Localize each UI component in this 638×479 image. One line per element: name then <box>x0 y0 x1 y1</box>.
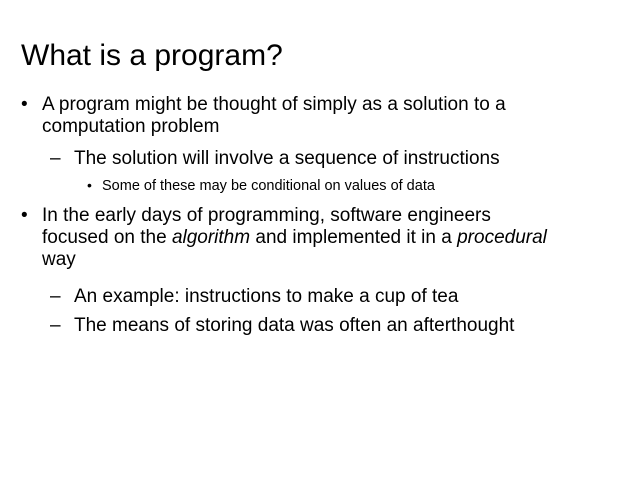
bullet-item <box>21 205 547 271</box>
bullet-text <box>42 227 547 249</box>
sub-bullet-text: The means of storing data was often an afterthought <box>74 315 515 336</box>
dash-marker: – <box>50 148 61 169</box>
sub-sub-bullet-item <box>87 177 435 195</box>
bullet-text: In the early days of programming, software engineers <box>42 205 491 226</box>
bullet-text: computation problem <box>42 116 220 137</box>
slide-title: What is a program? <box>21 39 283 72</box>
sub-bullet-text: The solution will involve a sequence of instructions <box>74 148 500 169</box>
sub-bullet-item <box>50 315 515 337</box>
sub-bullet-item <box>50 148 500 170</box>
emphasis-procedural: procedural <box>457 227 547 248</box>
bullet-text: A program might be thought of simply as a solution to a <box>42 94 506 115</box>
sub-bullet-text: An example: instructions to make a cup of tea <box>74 286 459 307</box>
sub-bullet-item <box>50 286 459 308</box>
emphasis-algorithm: algorithm <box>171 227 251 248</box>
dash-marker: – <box>50 315 61 336</box>
bullet-text: way <box>42 249 76 270</box>
bullet-marker: • <box>21 205 28 226</box>
bullet-item <box>21 94 506 138</box>
bullet-text-part: focused on the <box>42 227 172 248</box>
bullet-marker: • <box>21 94 28 115</box>
bullet-marker: • <box>87 177 92 193</box>
sub-sub-bullet-text: Some of these may be conditional on values of data <box>102 178 435 194</box>
bullet-text-part: and implemented it in a <box>250 227 458 248</box>
dash-marker: – <box>50 286 61 307</box>
